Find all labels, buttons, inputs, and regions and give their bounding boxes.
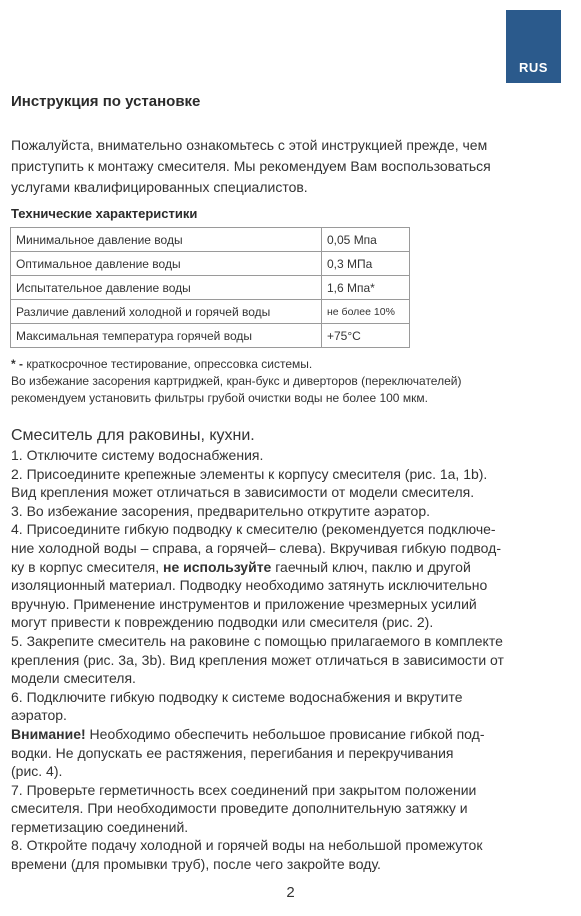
spec-param: Оптимальное давление воды [11, 252, 322, 276]
spec-value: 0,05 Мпа [322, 228, 410, 252]
step-line: (рис. 4). [11, 763, 63, 780]
table-row [11, 300, 410, 324]
footnote-text: краткосрочное тестирование, опрессовка системы. [23, 357, 313, 371]
step-text: ку в корпус смесителя, [11, 558, 164, 575]
step-line: модели смесителя. [11, 670, 136, 687]
step-line: водки. Не допускать ее растяжения, перегибания и перекручивания [11, 744, 454, 761]
footnote-line [11, 356, 576, 373]
footnote-star: * - [11, 357, 23, 371]
spec-value: не более 10% [322, 300, 410, 324]
spec-param: Испытательное давление воды [11, 276, 322, 300]
warning-emphasis: не используйте [163, 558, 272, 575]
specs-table [10, 227, 410, 348]
step-line: изоляционный материал. Подводку необходимо затянуть исключительно [11, 577, 488, 594]
spec-param: Различие давлений холодной и горячей воды [11, 300, 322, 324]
step-line: 5. Закрепите смеситель на раковине с помощью прилагаемого в комплекте [11, 632, 503, 649]
step-text: гаечный ключ, паклю и другой [271, 558, 471, 575]
step-line: вручную. Применение инструментов и приложение чрезмерных усилий [11, 595, 477, 612]
table-row [11, 324, 410, 348]
footnote-line: рекомендуем установить фильтры грубой очистки воды не более 100 мкм. [11, 391, 428, 405]
step-line: герметизацию соединений. [11, 818, 189, 835]
spec-value: +75°С [322, 324, 410, 348]
spec-value: 0,3 МПа [322, 252, 410, 276]
intro-line: услугами квалифицированных специалистов. [11, 179, 308, 195]
page-number: 2 [286, 884, 295, 901]
table-row [11, 228, 410, 252]
step-line [11, 558, 576, 577]
intro-line: Пожалуйста, внимательно ознакомьтесь с этой инструкцией прежде, чем [11, 137, 488, 153]
spec-param: Максимальная температура горячей воды [11, 324, 322, 348]
step-line: 3. Во избежание засорения, предварительно открутите аэратор. [11, 502, 431, 519]
page-title: Инструкция по установке [11, 93, 201, 110]
step-line: 8. Откройте подачу холодной и горячей воды на небольшой промежуток [11, 837, 483, 854]
section-title: Смеситель для раковины, кухни. [11, 427, 255, 444]
step-line: ние холодной воды – справа, а горячей– слева). Вкручивая гибкую подвод- [11, 539, 501, 556]
intro-line: приступить к монтажу смесителя. Мы рекомендуем Вам воспользоваться [11, 158, 491, 174]
step-text: Необходимо обеспечить небольшое провисание гибкой под- [85, 725, 485, 742]
table-footnote [11, 356, 576, 407]
step-line: времени (для промывки труб), после чего закройте воду. [11, 856, 381, 873]
step-line: 2. Присоедините крепежные элементы к корпусу смесителя (рис. 1a, 1b). [11, 465, 488, 482]
installation-steps [11, 426, 576, 874]
spec-value: 1,6 Мпа* [322, 276, 410, 300]
step-line: крепления (рис. 3a, 3b). Вид крепления может отличаться в зависимости от [11, 651, 504, 668]
intro-paragraph [11, 135, 571, 198]
step-line: 1. Отключите систему водоснабжения. [11, 447, 264, 463]
step-line: 7. Проверьте герметичность всех соединений при закрытом положении [11, 781, 477, 798]
step-line [11, 725, 576, 744]
language-badge: RUS [506, 10, 561, 83]
step-line: 4. Присоедините гибкую подводку к смесителю (рекомендуется подключе- [11, 521, 496, 538]
step-line: могут привести к повреждению подводки или смесителя (рис. 2). [11, 614, 434, 631]
step-line: 6. Подключите гибкую подводку к системе водоснабжения и вкрутите [11, 688, 463, 705]
step-line: смесителя. При необходимости проведите дополнительную затяжку и [11, 800, 468, 817]
step-line: Вид крепления может отличаться в зависимости от модели смесителя. [11, 484, 475, 501]
specs-heading: Технические характеристики [11, 206, 198, 221]
spec-param: Минимальное давление воды [11, 228, 322, 252]
step-line: аэратор. [11, 707, 67, 724]
table-row [11, 276, 410, 300]
table-row [11, 252, 410, 276]
attention-label: Внимание! [11, 725, 86, 742]
footnote-line: Во избежание засорения картриджей, кран-букс и диверторов (переключателей) [11, 374, 462, 388]
